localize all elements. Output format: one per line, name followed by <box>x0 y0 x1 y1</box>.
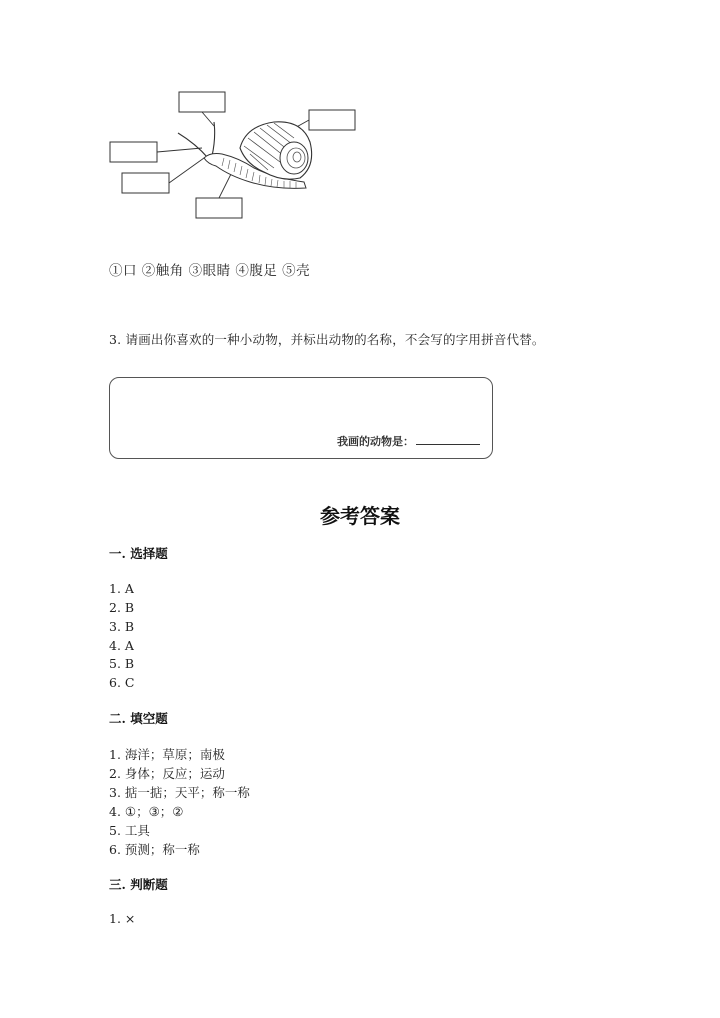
answer-item: 4. A <box>109 638 134 653</box>
label-box-left-upper <box>110 142 157 162</box>
answer-item: 6. C <box>109 675 135 690</box>
label-box-bottom <box>196 198 242 218</box>
answer-item: 1. × <box>109 911 136 926</box>
answer-item: 5. B <box>109 656 135 671</box>
section-heading-choice: 一. 选择题 <box>109 546 168 561</box>
question-3: 3. 请画出你喜欢的一种小动物，并标出动物的名称，不会写的字用拼音代替。 <box>109 332 545 347</box>
label-box-left-lower <box>122 173 169 193</box>
answer-item: 3. 掂一掂；天平；称一称 <box>109 785 250 800</box>
section-heading-judge: 三. 判断题 <box>109 877 168 892</box>
section-heading-fill: 二. 填空题 <box>109 711 168 726</box>
diagram-options: ①口 ②触角 ③眼睛 ④腹足 ⑤壳 <box>109 263 311 279</box>
answer-blank[interactable] <box>416 434 480 445</box>
snail-diagram <box>104 86 364 226</box>
answer-item: 2. B <box>109 600 135 615</box>
answer-item: 5. 工具 <box>109 823 150 838</box>
answer-item: 4. ①；③；② <box>109 804 184 819</box>
answer-item: 1. A <box>109 581 134 596</box>
answer-item: 1. 海洋；草原；南极 <box>109 747 225 762</box>
drawing-area[interactable] <box>109 377 493 459</box>
answers-title: 参考答案 <box>320 504 400 528</box>
answer-item: 3. B <box>109 619 135 634</box>
answer-item: 2. 身体；反应；运动 <box>109 766 225 781</box>
label-box-top <box>179 92 225 112</box>
answer-item: 6. 预测；称一称 <box>109 842 200 857</box>
label-box-right <box>309 110 355 130</box>
drawing-label: 我画的动物是： <box>337 433 480 449</box>
